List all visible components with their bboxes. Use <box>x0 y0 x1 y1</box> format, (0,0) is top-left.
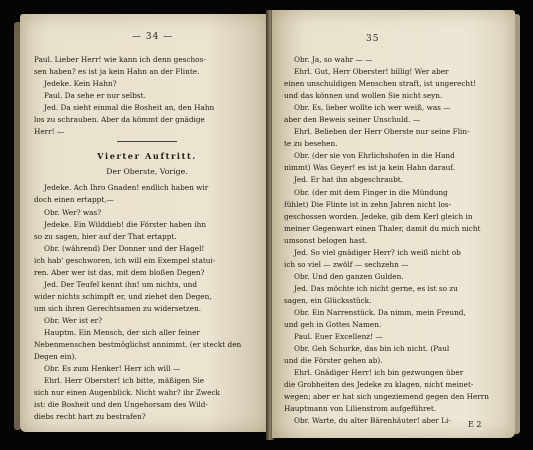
text-line: und das können und wollen Sie nicht seyn. <box>284 91 443 101</box>
page-number-left: — 34 — <box>132 32 174 42</box>
text-line: so zu sagen, hier auf der That ertappt. <box>34 231 177 241</box>
section-rule <box>117 141 177 142</box>
text-line: Obr. Es, lieber wollte ich wer weiß, was — <box>294 103 451 113</box>
text-line: Ehrl. Gut, Herr Oberster! billig! Wer aber <box>294 67 449 77</box>
text-line: diebs recht hart zu bestrafen? <box>34 412 146 422</box>
text-line: Paul. Euer Excellenz! — <box>294 332 383 342</box>
text-line: und geh in Gottes Namen. <box>284 320 382 330</box>
text-line: Obr. Warte, du alter Bärenhäuter! aber Li- <box>294 416 451 426</box>
text-line: Obr. Wer? was? <box>44 207 102 217</box>
text-line: Herr! — <box>34 127 65 137</box>
text-line: nimmt) Was Geyer! es ist ja kein Hahn darauf. <box>284 163 456 173</box>
text-line: Obr. (der sie von Ehrlichshofen in die Hand <box>294 151 455 161</box>
text-line: die Grobheiten des Jedeke zu klagen, nicht meinet- <box>284 380 474 390</box>
text-line: Jedeke. Ein Wilddieb! die Förster haben ihn <box>44 219 207 229</box>
text-line: Nebenmenschen bestmöglichst annimmt. (er steckt den <box>34 340 242 350</box>
scene-personae: Der Oberste, Vorige. <box>106 167 188 177</box>
scene-heading: Vierter Auftritt. <box>97 151 197 162</box>
text-line: sen haben? es ist ja kein Hahn an der Flinte. <box>34 67 200 77</box>
text-line: aber den Beweis seiner Unschuld. — <box>284 115 421 125</box>
text-line: Obr. Wer ist er? <box>44 315 103 325</box>
text-line: Paul. Da sehe er nur selbst. <box>44 91 146 101</box>
text-line: Obr. Und den ganzen Gulden. <box>294 271 404 281</box>
right-page-text <box>284 54 506 427</box>
text-line: te zu besehen. <box>284 139 338 149</box>
right-page <box>272 10 515 438</box>
text-line: sich nur einen Augenblick. Nicht wahr? ihr Zweck <box>34 388 220 398</box>
text-line: Jed. So viel gnädiger Herr? ich weiß nicht ob <box>294 247 461 257</box>
text-line: ren. Aber wer ist das, mit dem bloßen Degen? <box>34 267 205 277</box>
text-line: Ehrl. Herr Oberster! ich bitte, mäßigen Sie <box>44 376 205 386</box>
text-line: geschossen worden. Jedeke, gib dem Kerl gleich in <box>284 211 473 221</box>
text-line: Jed. Das möchte ich nicht gerne, es ist so zu <box>294 283 458 293</box>
text-line: ich so viel — zwölf — sechzehn — <box>284 259 409 269</box>
text-line: Obr. (während) Der Donner und der Hagel! <box>44 243 205 253</box>
text-line: fühlet) Die Flinte ist in zehn Jahren nicht los- <box>284 199 452 209</box>
text-line: Jedeke. Kein Hahn? <box>44 79 117 89</box>
left-page-text <box>34 54 260 423</box>
text-line: Jed. Er hat ihn abgeschraubt. <box>294 175 404 185</box>
text-line: doch einen ertappt,— <box>34 195 114 205</box>
text-line: sagen, ein Glücksstück. <box>284 295 372 305</box>
text-line: Obr. (der mit dem Finger in die Mündung <box>294 187 448 197</box>
signature-mark: E 2 <box>468 420 482 429</box>
text-line: Jed. Da sieht einmal die Bosheit an, den Hahn <box>44 103 215 113</box>
text-line: umsonst belogen hast. <box>284 235 368 245</box>
text-line: Jed. Der Teufel kennt ihn! um nichts, und <box>44 279 198 289</box>
text-line: los zu schrauben. Aber da kömmt der gnädige <box>34 115 205 125</box>
text-line: und die Förster gehen ab). <box>284 356 383 366</box>
text-line: Degen ein). <box>34 352 77 362</box>
text-line: Hauptm. Ein Mensch, der sich aller feiner <box>44 327 200 337</box>
text-line: ist: die Bosheit und den Ungehorsam des Wild- <box>34 400 208 410</box>
page-number-right: 35 <box>366 34 380 44</box>
text-line: Ehrl. Gnädiger Herr! ich bin gezwungen über <box>294 368 464 378</box>
text-line: um sich ihren Gerechtsamen zu widersetzen. <box>34 303 202 313</box>
left-page <box>20 14 269 432</box>
text-line: Paul. Lieber Herr! wie kann ich denn geschos- <box>34 55 206 64</box>
text-line: Obr. Ja, so wahr — — <box>294 55 373 64</box>
text-line: wegen; aber er hat sich ungeziemend gegen den Herrn <box>284 392 489 402</box>
text-line: Obr. Geh Schurke, das bin ich nicht. (Paul <box>294 344 450 354</box>
text-line: ich hab' geschworen, ich will ein Exempel statui- <box>34 255 216 265</box>
text-line: Ehrl. Belieben der Herr Oberste nur seine Flin- <box>294 127 470 137</box>
text-line: einen unschuldigen Menschen straft, ist ungerecht! <box>284 79 476 89</box>
text-line: Obr. Es zum Henker! Herr ich will — <box>44 364 181 374</box>
text-line: wider nichts schimpft er, und ziehet den Degen, <box>34 291 212 301</box>
text-line: Jedeke. Ach Ihro Gnaden! endlich haben wir <box>44 183 209 193</box>
text-line: meiner Gegenwart einen Thaler, damit du mich nicht <box>284 223 481 233</box>
text-line: Hauptmann von Lilienstrom aufgeführet. <box>284 404 437 414</box>
text-line: Obr. Ein Narrenstück. Da nimm, mein Freund, <box>294 307 466 317</box>
